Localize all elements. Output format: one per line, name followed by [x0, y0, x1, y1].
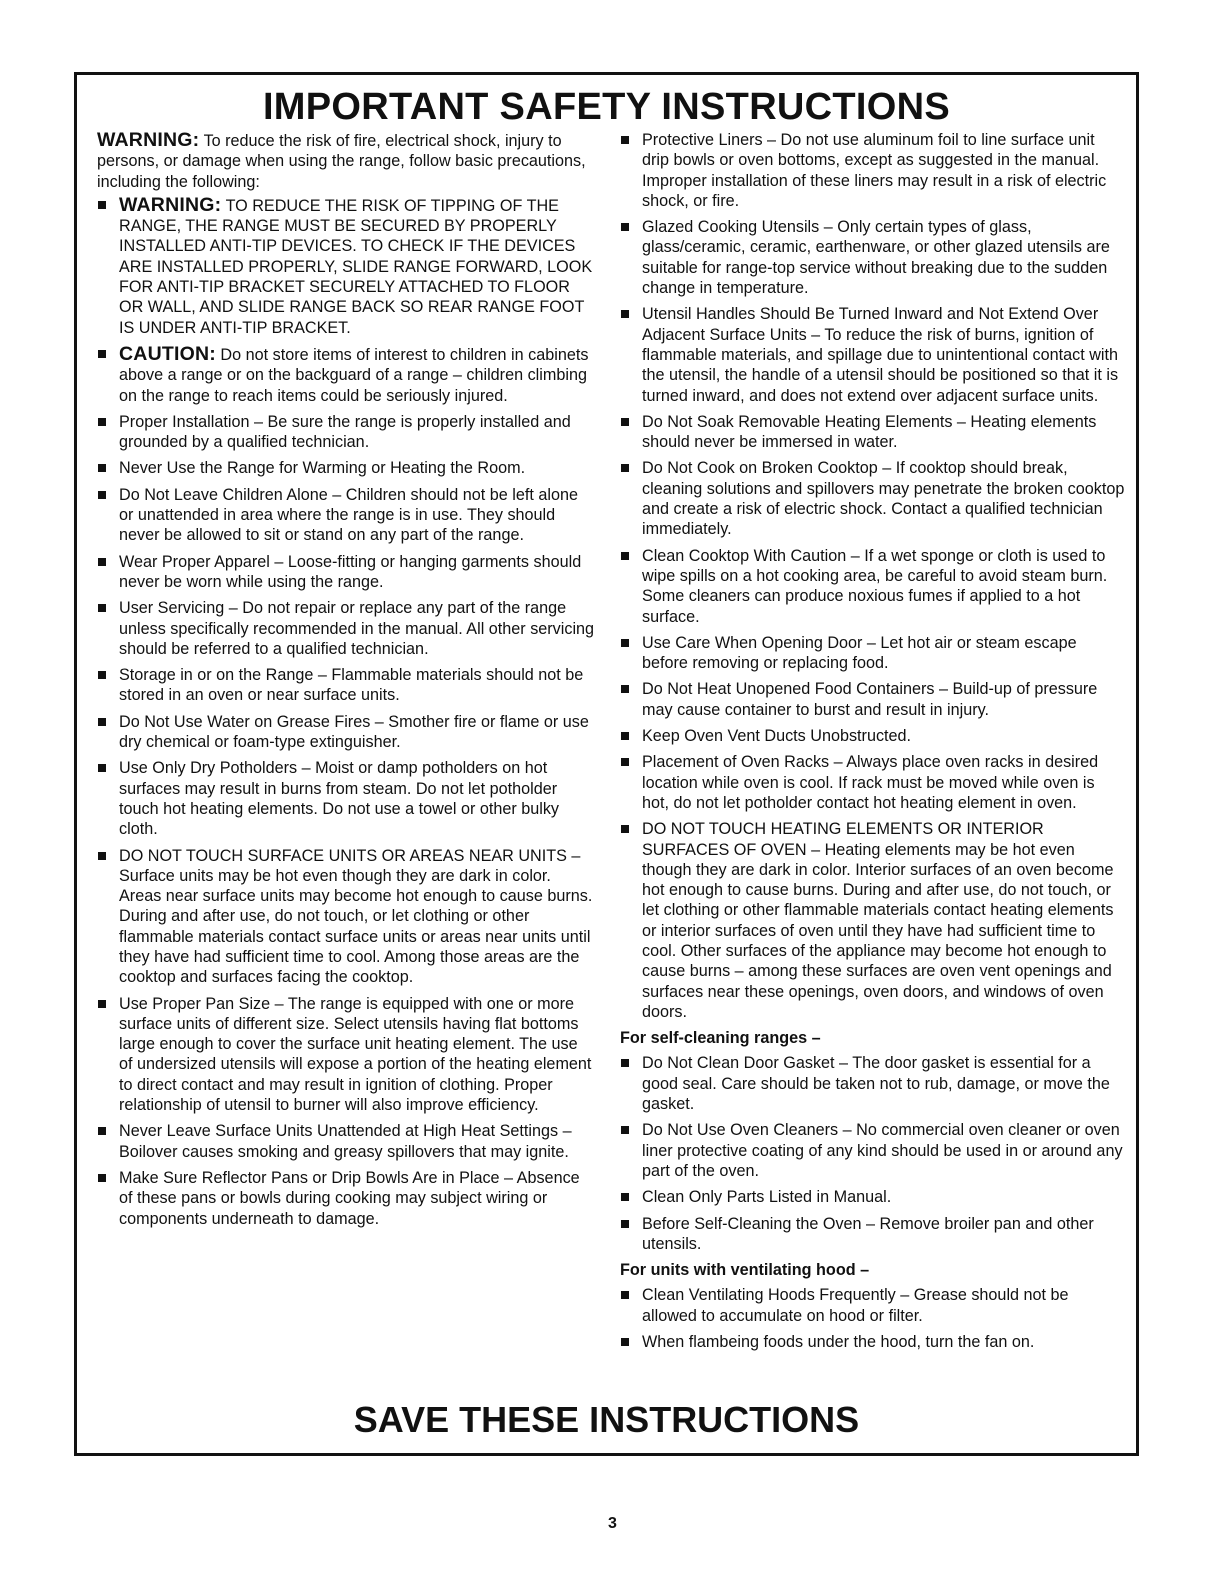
- list-item: [620, 1285, 1125, 1326]
- intro-paragraph: [97, 130, 595, 192]
- item-text: Never Use the Range for Warming or Heating the Room.: [119, 459, 526, 478]
- list-item: [620, 1332, 1125, 1352]
- bullet-icon: [98, 464, 106, 472]
- item-label: CAUTION:: [119, 342, 216, 365]
- list-item: [97, 846, 595, 988]
- item-text: Do Not Cook on Broken Cooktop – If cooktop should break, cleaning solutions and spillovers may penetrate the broken cooktop and create a risk of electric shock. Contact a qualified technician immediately.: [642, 459, 1125, 539]
- item-text: TO REDUCE THE RISK OF TIPPING OF THE RANGE, THE RANGE MUST BE SECURED BY PROPERLY INSTALLED ANTI-TIP DEVICES. TO CHECK IF THE DEVICES ARE INSTALLED PROPERLY, SLIDE RANGE FORWARD, LOOK FOR ANTI-TIP BRACKET SECURELY ATTACHED TO FLOOR OR WALL, AND SLIDE RANGE BACK SO REAR RANGE FOOT IS UNDER ANTI-TIP BRACKET.: [119, 196, 593, 337]
- bullet-icon: [621, 1126, 629, 1134]
- bullet-icon: [621, 825, 629, 833]
- item-text: Storage in or on the Range – Flammable materials should not be stored in an oven or near surface units.: [119, 666, 584, 705]
- list-item: [97, 712, 595, 753]
- list-item: [620, 819, 1125, 1022]
- item-text: Use Care When Opening Door – Let hot air or steam escape before removing or replacing food.: [642, 633, 1077, 673]
- self-cleaning-heading: For self-cleaning ranges –: [620, 1029, 821, 1048]
- list-item: [620, 546, 1125, 627]
- item-text: Clean Cooktop With Caution – If a wet sponge or cloth is used to wipe spills on a hot cooking area, be careful to avoid steam burn. Some cleaners can produce noxious fumes if applied to a hot surface.: [642, 546, 1108, 626]
- bullet-icon: [98, 201, 106, 209]
- bullet-icon: [621, 639, 629, 647]
- self-cleaning-list: [620, 1053, 1125, 1254]
- item-text: Clean Only Parts Listed in Manual.: [642, 1188, 892, 1207]
- list-item: [97, 458, 595, 478]
- list-item: [620, 1187, 1125, 1207]
- bullet-icon: [621, 732, 629, 740]
- list-item: [620, 412, 1125, 453]
- bullet-icon: [621, 464, 629, 472]
- bullet-icon: [98, 1000, 106, 1008]
- save-instructions-footer: SAVE THESE INSTRUCTIONS: [353, 1399, 860, 1440]
- list-item: [620, 130, 1125, 211]
- bullet-icon: [98, 558, 106, 566]
- hood-heading: For units with ventilating hood –: [620, 1261, 870, 1280]
- bullet-icon: [98, 852, 106, 860]
- list-item: [97, 195, 595, 338]
- bullet-icon: [621, 1338, 629, 1346]
- bullet-icon: [621, 1220, 629, 1228]
- item-text: Wear Proper Apparel – Loose-fitting or hanging garments should never be worn while using the range.: [119, 552, 582, 591]
- list-item: [97, 412, 595, 453]
- bullet-icon: [621, 1193, 629, 1201]
- list-item: [97, 552, 595, 593]
- bullet-icon: [98, 718, 106, 726]
- item-text: Proper Installation – Be sure the range is properly installed and grounded by a qualified technician.: [119, 412, 571, 452]
- item-text: Use Proper Pan Size – The range is equipped with one or more surface units of different size. Select utensils having flat bottoms large enough to cover the surface unit heating element. The use of undersized utensils will expose a portion of the heating element to direct contact and may result in ignition of clothing. Proper relationship of utensil to burner will also improve efficiency.: [119, 994, 592, 1115]
- list-item: [97, 1121, 595, 1162]
- list-item: [620, 752, 1125, 813]
- item-text: Do Not Clean Door Gasket – The door gasket is essential for a good seal. Care should be taken not to rub, damage, or move the gasket.: [642, 1054, 1110, 1114]
- right-instruction-list: [620, 130, 1125, 1022]
- item-text: Placement of Oven Racks – Always place oven racks in desired location while oven is cool. If rack must be moved while oven is hot, do not let potholder contact hot heating element in oven.: [642, 753, 1099, 812]
- item-text: Do Not Heat Unopened Food Containers – Build-up of pressure may cause container to burst and result in injury.: [642, 680, 1098, 719]
- item-text: Clean Ventilating Hoods Frequently – Grease should not be allowed to accumulate on hood or filter.: [642, 1286, 1069, 1325]
- item-text: Do Not Soak Removable Heating Elements – Heating elements should never be immersed in water.: [642, 412, 1097, 452]
- bullet-icon: [98, 671, 106, 679]
- item-text: When flambeing foods under the hood, turn the fan on.: [642, 1333, 1035, 1352]
- list-item: [620, 458, 1125, 539]
- item-text: DO NOT TOUCH HEATING ELEMENTS OR INTERIOR SURFACES OF OVEN – Heating elements may be hot even though they are dark in color. Interior surfaces of an oven become hot enough to cause burns. During and after use, do not touch, or let clothing or other flammable materials contact heating elements or interior surfaces of oven until they have had sufficient time to cool. Other surfaces of the appliance may become hot enough to cause burns – among these surfaces are oven vent openings and surfaces near these openings, oven doors, and windows of oven doors.: [642, 820, 1114, 1021]
- bullet-icon: [98, 1127, 106, 1135]
- item-label: WARNING:: [119, 193, 222, 216]
- item-text: DO NOT TOUCH SURFACE UNITS OR AREAS NEAR UNITS – Surface units may be hot even though they are dark in color. Areas near surface units may become hot enough to cause burns. During and after use, do not touch, or let clothing or other flammable materials contact surface units or areas near units until they have had sufficient time to cool. Among those areas are the cooktop and surfaces facing the cooktop.: [119, 846, 593, 987]
- intro-text: To reduce the risk of fire, electrical shock, injury to persons, or damage when using the range, follow basic precautions, including the following:: [97, 132, 586, 191]
- item-text: Keep Oven Vent Ducts Unobstructed.: [642, 727, 912, 746]
- list-item: [97, 994, 595, 1116]
- page-number: 3: [608, 1515, 617, 1532]
- list-item: [620, 304, 1125, 405]
- bullet-icon: [98, 418, 106, 426]
- list-item: [97, 665, 595, 706]
- list-item: [620, 633, 1125, 674]
- bullet-icon: [98, 764, 106, 772]
- list-item: [97, 344, 595, 406]
- list-item: [97, 1168, 595, 1229]
- safety-instructions-box: [74, 72, 1139, 1456]
- list-item: [97, 598, 595, 659]
- list-item: [97, 758, 595, 839]
- list-item: [620, 217, 1125, 298]
- intro-warning-label: WARNING:: [97, 129, 200, 151]
- item-text: Use Only Dry Potholders – Moist or damp potholders on hot surfaces may result in burns from steam. Do not let potholder touch hot heating elements. Do not use a towel or other bulky cloth.: [119, 759, 560, 839]
- item-text: Do Not Use Oven Cleaners – No commercial oven cleaner or oven liner protective coating of any kind should be used in or around any part of the oven.: [642, 1121, 1123, 1180]
- right-column: [620, 130, 1125, 1358]
- item-text: Make Sure Reflector Pans or Drip Bowls Are in Place – Absence of these pans or bowls during cooking may subject wiring or components underneath to damage.: [119, 1168, 580, 1228]
- left-column: [97, 130, 595, 1235]
- bullet-icon: [98, 491, 106, 499]
- bullet-icon: [621, 418, 629, 426]
- item-text: Before Self-Cleaning the Oven – Remove broiler pan and other utensils.: [642, 1214, 1094, 1253]
- bullet-icon: [621, 136, 629, 144]
- bullet-icon: [621, 1059, 629, 1067]
- list-item: [620, 1120, 1125, 1181]
- item-text: Do Not Leave Children Alone – Children should not be left alone or unattended in area where the range is in use. They should never be allowed to sit or stand on any part of the range.: [119, 485, 578, 545]
- item-text: Glazed Cooking Utensils – Only certain types of glass, glass/ceramic, ceramic, earthenware, or other glazed utensils are suitable for range-top service without breaking due to the sudden change in temperature.: [642, 218, 1110, 298]
- page-title: IMPORTANT SAFETY INSTRUCTIONS: [262, 86, 951, 128]
- bullet-icon: [621, 685, 629, 693]
- hood-list: [620, 1285, 1125, 1352]
- item-text: Never Leave Surface Units Unattended at High Heat Settings – Boilover causes smoking and greasy spillovers that may ignite.: [119, 1122, 572, 1161]
- bullet-icon: [98, 1174, 106, 1182]
- list-item: [620, 679, 1125, 720]
- bullet-icon: [621, 223, 629, 231]
- item-text: Utensil Handles Should Be Turned Inward and Not Extend Over Adjacent Surface Units – To reduce the risk of burns, ignition of flammable materials, and spillage due to unintentional contact with the utensil, the handle of a utensil should be positioned so that it is turned inward, and does not extend over adjacent surface units.: [642, 305, 1119, 405]
- bullet-icon: [621, 758, 629, 766]
- list-item: [620, 726, 1125, 746]
- bullet-icon: [621, 310, 629, 318]
- item-text: User Servicing – Do not repair or replace any part of the range unless specifically recommended in the manual. All other servicing should be referred to a qualified technician.: [119, 599, 595, 658]
- bullet-icon: [98, 604, 106, 612]
- bullet-icon: [621, 552, 629, 560]
- bullet-icon: [621, 1291, 629, 1299]
- list-item: [620, 1053, 1125, 1114]
- item-text: Do not store items of interest to children in cabinets above a range or on the backguard of a range – children climbing on the range to reach items could be seriously injured.: [119, 345, 589, 405]
- left-instruction-list: [97, 195, 595, 1229]
- list-item: [620, 1214, 1125, 1255]
- list-item: [97, 485, 595, 546]
- bullet-icon: [98, 350, 106, 358]
- item-text: Protective Liners – Do not use aluminum foil to line surface unit drip bowls or oven bottoms, except as suggested in the manual. Improper installation of these liners may result in a risk of electric shock, or fire.: [642, 131, 1107, 210]
- item-text: Do Not Use Water on Grease Fires – Smother fire or flame or use dry chemical or foam-type extinguisher.: [119, 712, 589, 752]
